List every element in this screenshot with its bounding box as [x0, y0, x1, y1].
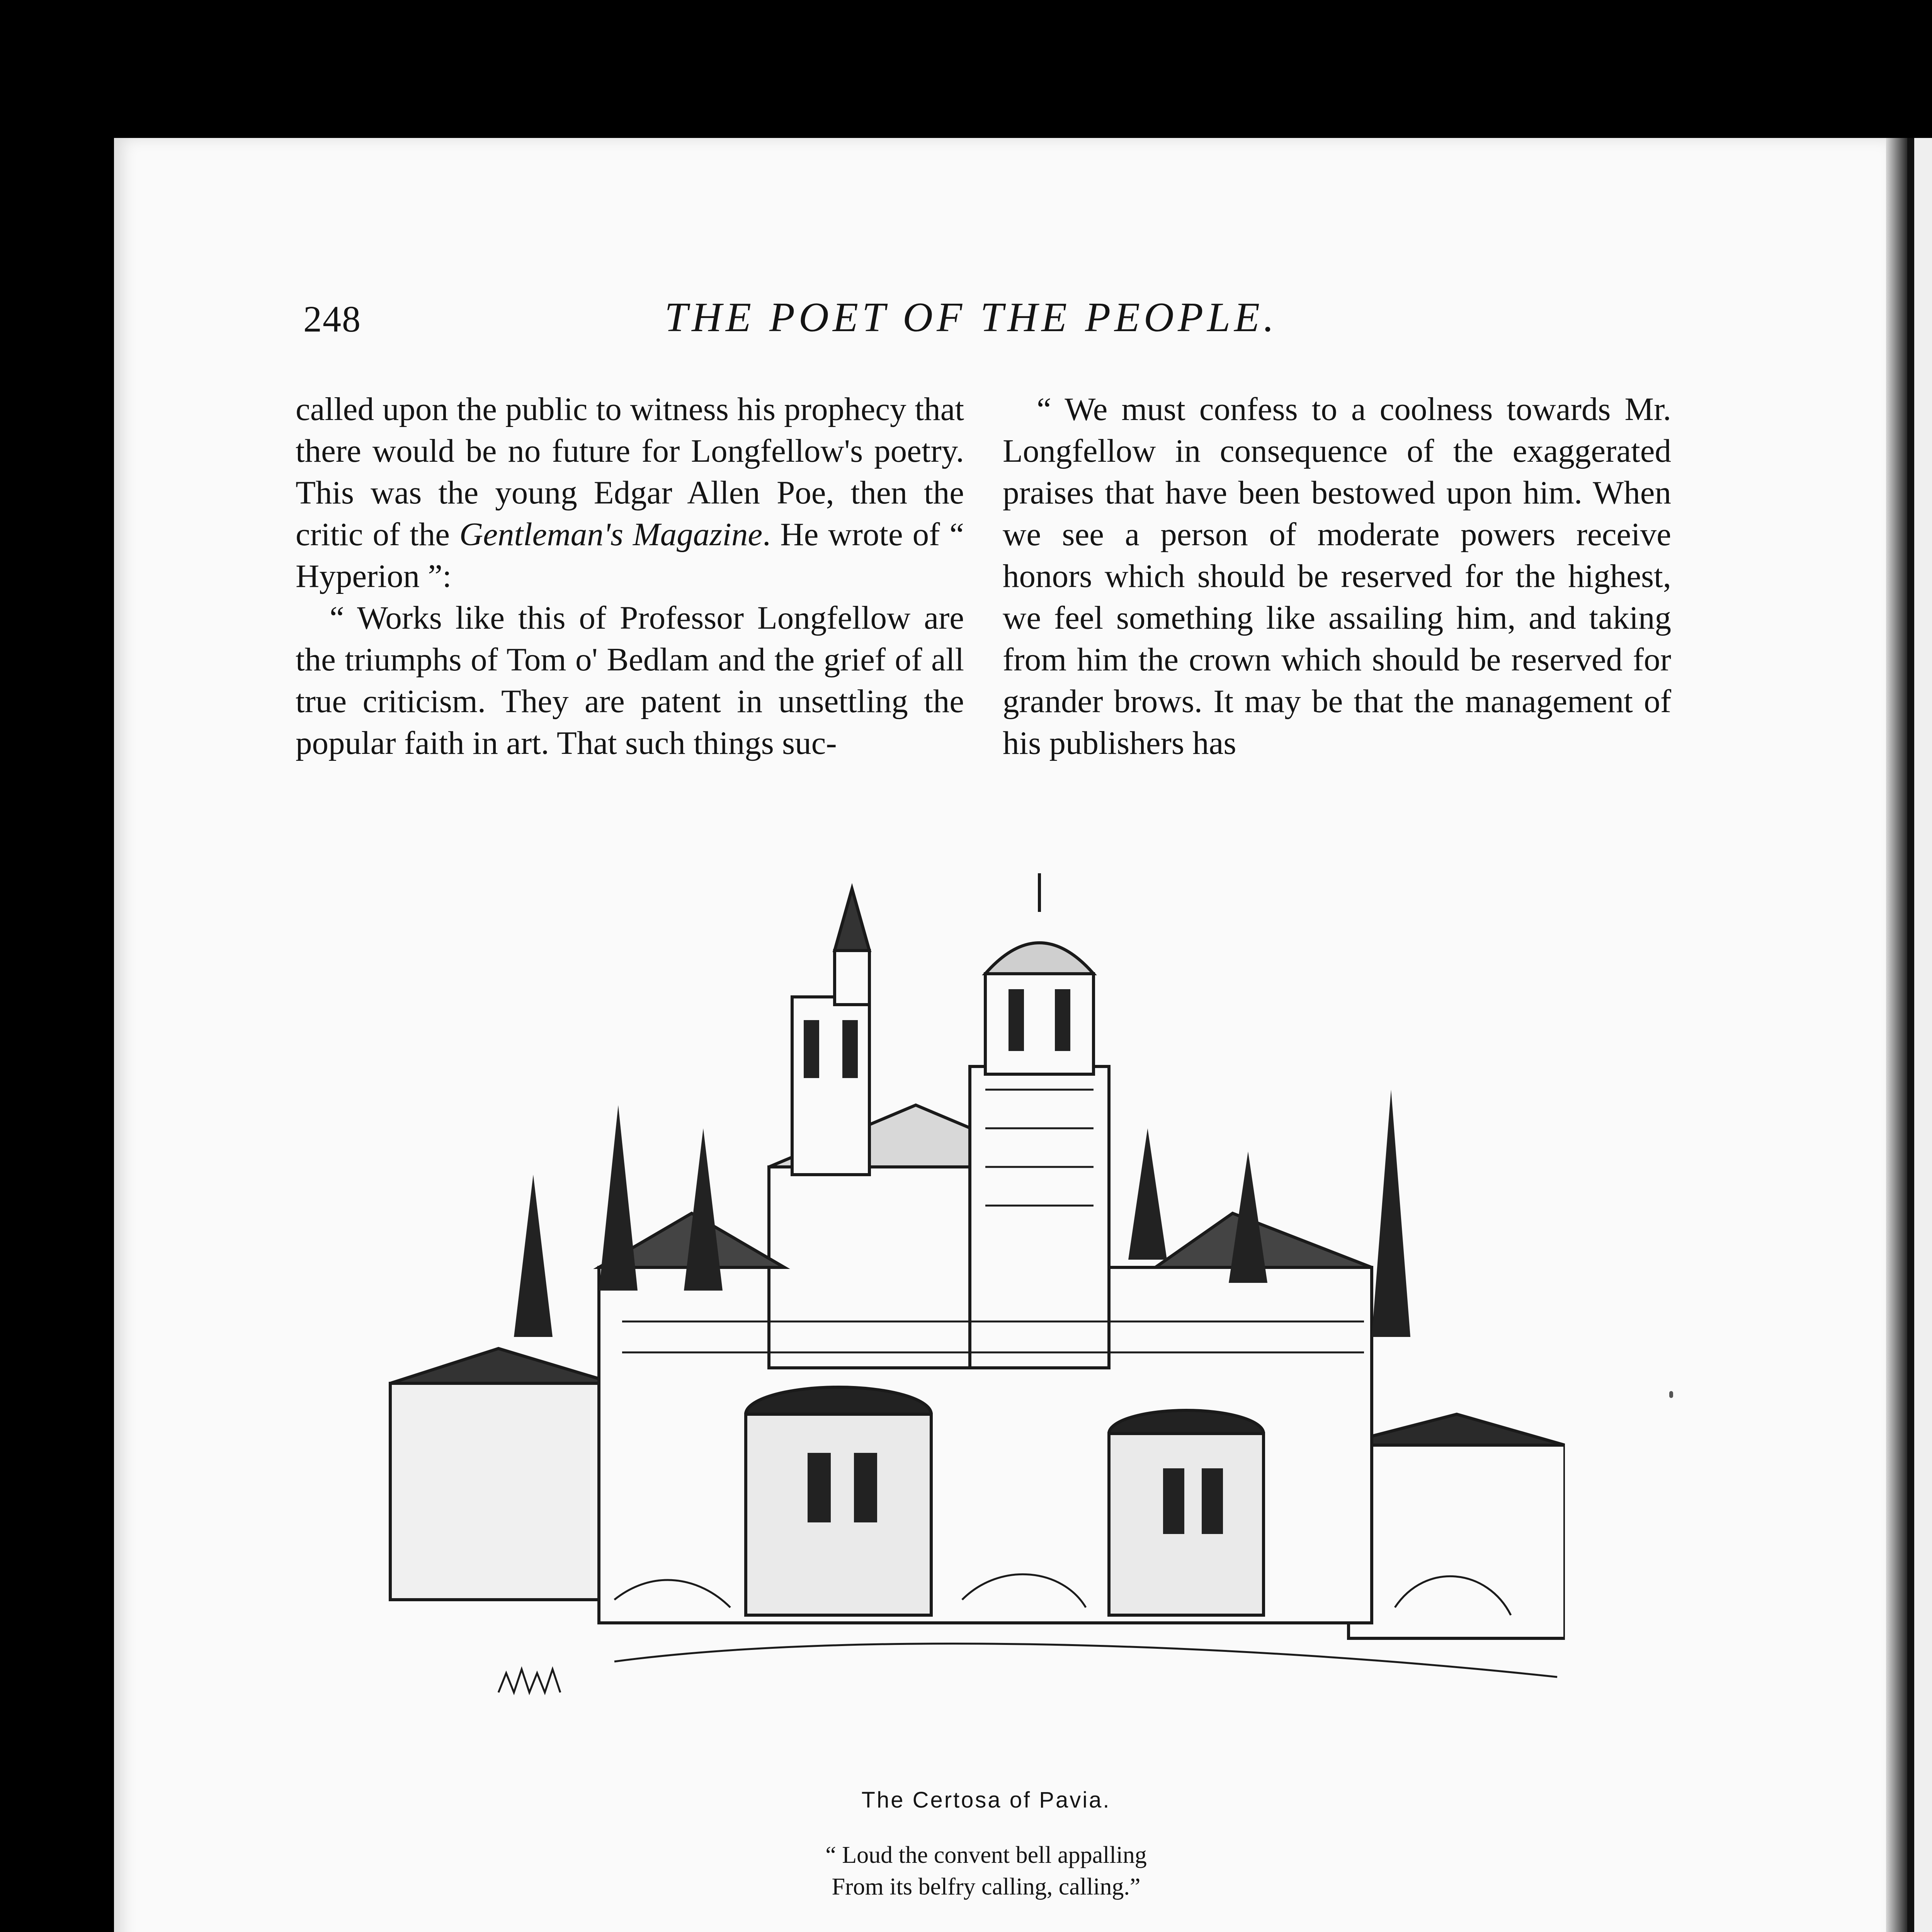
running-title: THE POET OF THE PEOPLE. — [665, 294, 1278, 340]
text-column-top-right — [1003, 388, 1671, 764]
page-number: 248 — [303, 298, 361, 340]
page-speck — [1669, 1391, 1673, 1398]
page-header — [0, 294, 1932, 344]
paragraph — [296, 597, 964, 764]
text-run: . He wrote of “ Hyperion ”: — [296, 516, 964, 594]
text-column-top-left — [296, 388, 964, 764]
figure-caption-verse — [0, 1839, 1932, 1903]
italic-text: Gentleman's Magazine — [459, 516, 763, 553]
page-gutter-shadow — [1886, 138, 1907, 1932]
caption-verse-line-2: From its belfry calling, calling.” — [832, 1874, 1141, 1900]
caption-verse-line-1: “ Loud the convent bell appalling — [825, 1842, 1147, 1868]
facing-page-binding — [1907, 138, 1914, 1932]
text-run: called upon the public to witness his prophecy that there would be no future for Longfellow's poetry. This was the young Edgar Allen Poe, then the critic of the — [296, 391, 964, 553]
text-run: “ Works like this of Professor Longfellow are the triumphs of Tom o' Bedlam and the grief of all true criticism. They are patent in unsettling the popular faith in art. That such things suc- — [296, 600, 964, 761]
figure-caption-title: The Certosa of Pavia. — [861, 1787, 1111, 1813]
certosa-of-pavia-illustration — [383, 873, 1565, 1747]
paragraph — [296, 388, 964, 597]
paragraph — [1003, 388, 1671, 764]
text-run: “ We must confess to a coolness towards Mr. Longfellow in consequence of the exaggerated praises that have been bestowed upon him. When we see a person of moderate powers receive honors which should be reserved for the highest, we feel something like assailing him, and taking from him the crown which should be reserved for grander brows. It may be that the management of his publishers has — [1003, 391, 1671, 761]
